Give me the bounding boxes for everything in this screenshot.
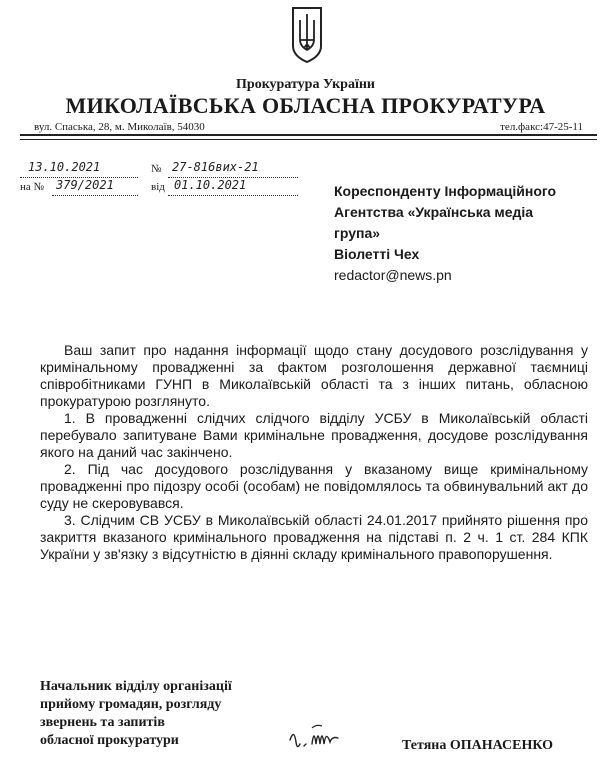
recipient-block — [334, 181, 556, 286]
signatory-position — [40, 678, 232, 750]
position-line-3: звернень та запитів — [40, 715, 165, 730]
recipient-line1: Кореспонденту Інформаційного — [334, 183, 557, 199]
position-line-1: Начальник відділу організації — [40, 679, 232, 694]
ref-label: на № — [20, 181, 45, 193]
letter-body — [40, 342, 588, 563]
header-rule-thin — [20, 139, 597, 140]
outgoing-number: 27-816вих-21 — [172, 160, 259, 174]
recipient-line2: Агентства «Українська медіа — [334, 204, 534, 220]
recipient-line3: група» — [334, 225, 381, 241]
org-parent-name: Прокуратура України — [236, 77, 375, 92]
body-item-2: 2. Під час досудового розслідування у вказаному вище кримінальному провадженні про підозру особі (особам) не повідомлялось та обвинувальний акт до суду не скеровувався. — [40, 461, 588, 511]
position-line-4: обласної прокуратури — [40, 733, 179, 748]
body-item-1: 1. В провадженні слідчих слідчого відділу УСБУ в Миколаївській області перебувало запитуване Вами кримінальне провадження, досудове розслідування якого на даний час закінчено. — [40, 410, 588, 460]
recipient-email: redactor@news.pn — [334, 267, 452, 283]
ref-number: 379/2021 — [56, 178, 114, 192]
header-rule-thick — [20, 134, 597, 136]
handwritten-signature — [286, 718, 356, 754]
org-name: МИКОЛАЇВСЬКА ОБЛАСНА ПРОКУРАТУРА — [65, 93, 546, 118]
position-line-2: прийому громадян, розгляду — [40, 697, 222, 712]
ref-date: 01.10.2021 — [174, 178, 247, 192]
org-address: вул. Спаська, 28, м. Миколаїв, 54030 — [34, 121, 205, 133]
number-label: № — [151, 163, 162, 175]
body-intro: Ваш запит про надання інформації щодо стану досудового розслідування у кримінальному провадженні за фактом розголошення державної таємниці співробітниками ГУНП в Миколаївській області та з інших питань, обласною прокуратурою розглянуто. — [40, 342, 588, 409]
org-fax: тел.факс:47-25-11 — [500, 121, 583, 133]
signatory-name: Тетяна ОПАНАСЕНКО — [402, 738, 554, 753]
from-label: від — [151, 181, 165, 193]
trident-emblem-icon — [290, 6, 324, 64]
recipient-name: Віолетті Чех — [334, 246, 420, 262]
outgoing-date: 13.10.2021 — [28, 160, 101, 174]
body-item-3: 3. Слідчим СВ УСБУ в Миколаївській області 24.01.2017 прийнято рішення про закриття вказаного кримінального провадження на підставі п. 2 ч. 1 ст. 284 КПК України у зв'язку з відсутністю в діянні складу кримінального правопорушення. — [40, 512, 588, 562]
